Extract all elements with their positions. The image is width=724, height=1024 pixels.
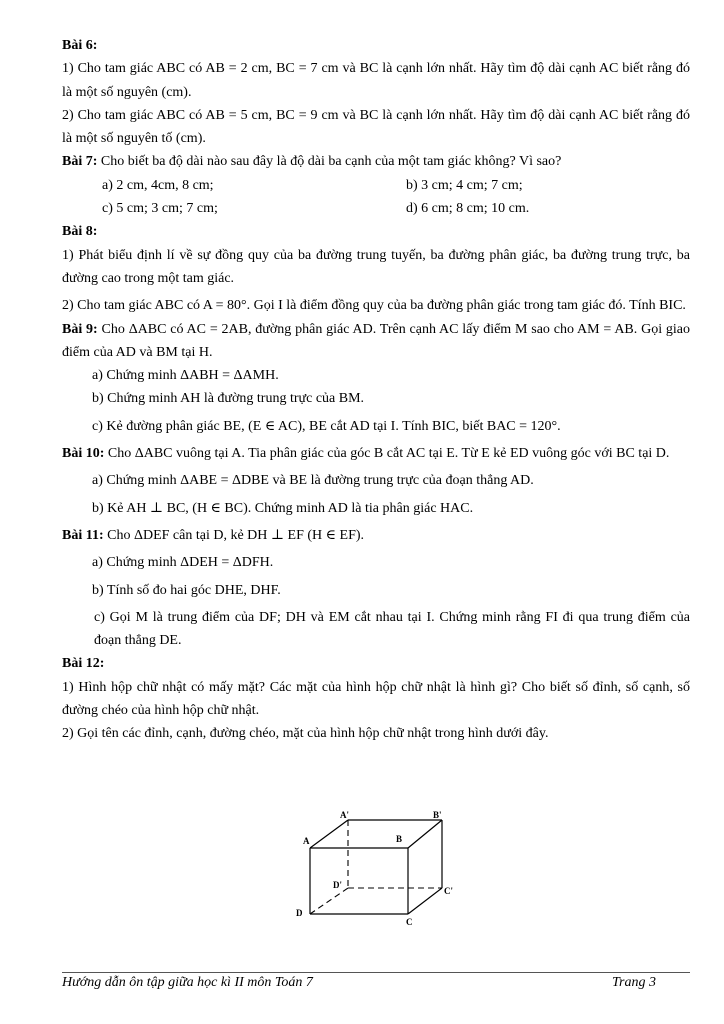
exercise-7-title: Bài 7: xyxy=(62,154,98,170)
exercise-11-title: Bài 11: xyxy=(62,527,104,543)
exercise-12-part-1: 1) Hình hộp chữ nhật có mấy mặt? Các mặt của hình hộp chữ nhật là hình gì? Cho biết số đỉnh, số cạnh, số đường chéo của hình hộp chữ nhật. xyxy=(62,679,690,719)
exercise-7-option-c: c) 5 cm; 3 cm; 7 cm; xyxy=(102,201,218,217)
edge-CC1 xyxy=(408,888,442,914)
exercise-7 xyxy=(62,150,690,173)
exercise-8-part-1: 1) Phát biểu định lí về sự đồng quy của ba đường trung tuyến, ba đường phân giác, ba đường trung trực, ba đường cao trong một tam giác. xyxy=(62,247,690,286)
vertex-label-D1: D' xyxy=(333,880,342,890)
exercise-10-b: b) Kẻ AH ⊥ BC, (H ∈ BC). Chứng minh AD là tia phân giác HAC. xyxy=(92,500,474,516)
exercise-9-title: Bài 9: xyxy=(62,321,98,337)
exercise-9-a: a) Chứng minh ΔABH = ΔAMH. xyxy=(92,368,279,384)
exercise-6-part-2: 2) Cho tam giác ABC có AB = 5 cm, BC = 9 cm và BC là cạnh lớn nhất. Hãy tìm độ dài cạnh AC biết rằng đó là một số nguyên tố (cm). xyxy=(62,107,690,147)
exercise-9-text: Cho ΔABC có AC = 2AB, đường phân giác AD. Trên cạnh AC lấy điểm M sao cho AM = AB. Gọi giao điểm của AD và BM tại H. xyxy=(62,321,691,360)
exercise-6-part-1: 1) Cho tam giác ABC có AB = 2 cm, BC = 7 cm và BC là cạnh lớn nhất. Hãy tìm độ dài cạnh AC biết rằng đó là một số nguyên (cm). xyxy=(62,61,690,100)
exercise-7-option-d: d) 6 cm; 8 cm; 10 cm. xyxy=(406,201,530,217)
exercise-10-title: Bài 10: xyxy=(62,446,105,462)
exercise-12-part-2: 2) Gọi tên các đỉnh, cạnh, đường chéo, mặt của hình hộp chữ nhật trong hình dưới đây. xyxy=(62,726,549,742)
edge-AA1 xyxy=(310,820,348,848)
vertex-label-B: B xyxy=(396,834,403,844)
exercise-8-part-2: 2) Cho tam giác ABC có A = 80°. Gọi I là điểm đồng quy của ba đường phân giác trong tam giác đó. Tính BIC. xyxy=(62,298,686,314)
vertex-label-B1: B' xyxy=(433,810,442,820)
exercise-11-c: c) Gọi M là trung điểm của DF; DH và EM cắt nhau tại I. Chứng minh rằng FI đi qua trung điểm của đoạn thẳng DE. xyxy=(94,609,690,649)
exercise-10-text: Cho ΔABC vuông tại A. Tia phân giác của góc B cắt AC tại E. Từ E kẻ ED vuông góc với BC tại D. xyxy=(104,446,670,462)
exercise-10-a: a) Chứng minh ΔABE = ΔDBE và BE là đường trung trực của đoạn thẳng AD. xyxy=(92,473,534,489)
exercise-7-option-b: b) 3 cm; 4 cm; 7 cm; xyxy=(406,177,523,193)
exercise-9-c: c) Kẻ đường phân giác BE, (E ∈ AC), BE cắt AD tại I. Tính BIC, biết BAC = 120°. xyxy=(92,418,561,434)
footer-title: Hướng dẫn ôn tập giữa học kì II môn Toán 7 xyxy=(62,975,313,990)
page-footer xyxy=(62,972,690,990)
exercise-8-title: Bài 8: xyxy=(62,224,98,240)
exercise-7-option-a: a) 2 cm, 4cm, 8 cm; xyxy=(102,177,214,193)
rectangular-box-figure xyxy=(292,808,462,930)
exercise-11-a: a) Chứng minh ΔDEH = ΔDFH. xyxy=(92,555,274,571)
exercise-12-title: Bài 12: xyxy=(62,656,105,672)
vertex-label-A1: A' xyxy=(340,810,349,820)
exercise-10 xyxy=(62,442,690,465)
exercise-7-options-row-2 xyxy=(62,197,690,220)
edge-BB1 xyxy=(408,820,442,848)
exercise-6-title: Bài 6: xyxy=(62,38,98,53)
exercise-7-options-row-1 xyxy=(62,174,690,197)
vertex-label-C: C xyxy=(406,917,413,927)
exercise-11 xyxy=(62,524,690,547)
exercise-7-text: Cho biết ba độ dài nào sau đây là độ dài ba cạnh của một tam giác không? Vì sao? xyxy=(97,154,562,170)
footer-page-number: Trang 3 xyxy=(612,975,656,990)
page-content xyxy=(62,34,690,746)
exercise-11-text: Cho ΔDEF cân tại D, kẻ DH ⊥ EF (H ∈ EF). xyxy=(103,527,365,543)
exercise-11-b: b) Tính số đo hai góc DHE, DHF. xyxy=(92,582,281,598)
exercise-9 xyxy=(62,318,690,365)
vertex-label-C1: C' xyxy=(444,886,453,896)
vertex-label-D: D xyxy=(296,908,303,918)
edge-DD1-hidden xyxy=(310,888,348,914)
exercise-9-b: b) Chứng minh AH là đường trung trực của BM. xyxy=(92,391,365,407)
vertex-label-A: A xyxy=(303,836,310,846)
